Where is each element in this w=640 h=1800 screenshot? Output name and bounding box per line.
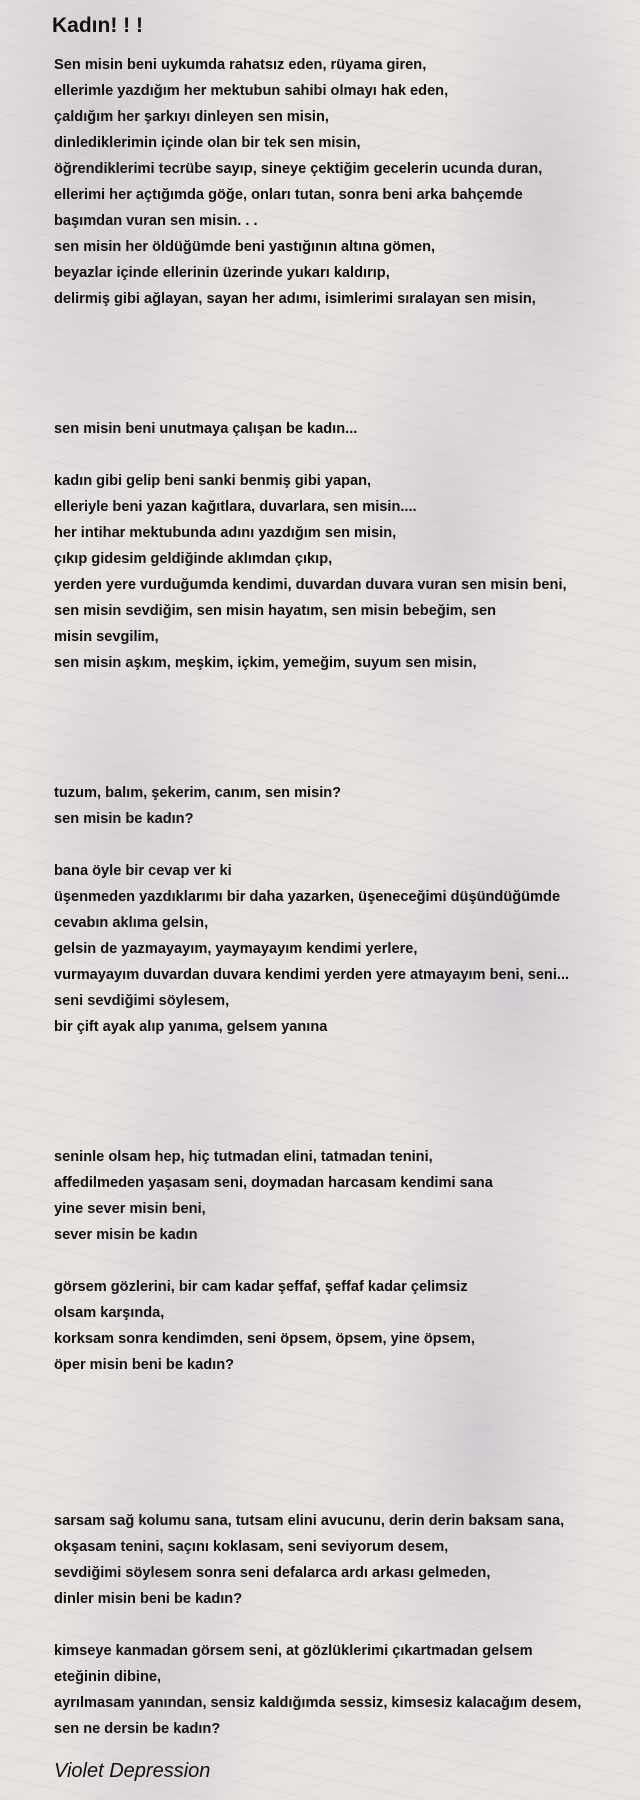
poem-line: öğrendiklerimi tecrübe sayıp, sineye çektiğim gecelerin ucunda duran,: [54, 161, 543, 177]
stanza-gap: [54, 754, 634, 780]
poem-line: tuzum, balım, şekerim, canım, sen misin?: [54, 785, 342, 801]
poem-line: sen misin her öldüğümde beni yastığının altına gömen,: [54, 239, 436, 255]
poem-line: sen misin aşkım, meşkim, içkim, yemeğim, suyum sen misin,: [54, 655, 477, 671]
poem-line: ellerimle yazdığım her mektubun sahibi olmayı hak eden,: [54, 83, 449, 99]
poem-line: sarsam sağ kolumu sana, tutsam elini avucunu, derin derin baksam sana,: [54, 1513, 565, 1529]
poem-line: okşasam tenini, saçını koklasam, seni seviyorum desem,: [54, 1539, 449, 1555]
poem-body: [54, 52, 634, 1742]
poem-line: misin sevgilim,: [54, 629, 159, 645]
stanza: [54, 1274, 634, 1378]
stanza: [54, 858, 634, 1040]
poem-line: olsam karşında,: [54, 1305, 165, 1321]
poem-line: beyazlar içinde ellerinin üzerinde yukarı kaldırıp,: [54, 265, 390, 281]
stanza: [54, 780, 634, 832]
poem-line: dinlediklerimin içinde olan bir tek sen misin,: [54, 135, 361, 151]
poem-line: vurmayayım duvardan duvara kendimi yerden yere atmayayım beni, seni...: [54, 967, 570, 983]
stanza: [54, 1638, 634, 1742]
stanza-gap: [54, 1456, 634, 1482]
stanza-gap: [54, 390, 634, 416]
stanza-gap: [54, 442, 634, 468]
stanza-gap: [54, 1378, 634, 1456]
poem-line: gelsin de yazmayayım, yaymayayım kendimi yerlere,: [54, 941, 418, 957]
poem-line: sevdiğimi söylesem sonra seni defalarca ardı arkası gelmeden,: [54, 1565, 491, 1581]
poem-line: çaldığım her şarkıyı dinleyen sen misin,: [54, 109, 329, 125]
stanza-gap: [54, 832, 634, 858]
poem-line: ayrılmasam yanından, sensiz kaldığımda sessiz, kimsesiz kalacağım desem,: [54, 1695, 582, 1711]
stanza-gap: [54, 1040, 634, 1118]
poem-line: sever misin be kadın: [54, 1227, 198, 1243]
poem-line: çıkıp gidesim geldiğinde aklımdan çıkıp,: [54, 551, 333, 567]
stanza-gap: [54, 676, 634, 754]
stanza: [54, 1144, 634, 1248]
stanza: [54, 1508, 634, 1612]
poem-line: öper misin beni be kadın?: [54, 1357, 235, 1373]
poem-line: delirmiş gibi ağlayan, sayan her adımı, isimlerimi sıralayan sen misin,: [54, 291, 536, 307]
stanza-gap: [54, 1248, 634, 1274]
poem-title: Kadın! ! !: [52, 14, 143, 37]
poem-line: sen misin beni unutmaya çalışan be kadın...: [54, 421, 358, 437]
poem-line: Sen misin beni uykumda rahatsız eden, rüyama giren,: [54, 57, 427, 73]
poem-line: cevabın aklıma gelsin,: [54, 915, 209, 931]
poem-line: görsem gözlerini, bir cam kadar şeffaf, şeffaf kadar çelimsiz: [54, 1279, 468, 1295]
stanza-gap: [54, 1612, 634, 1638]
poem-line: üşenmeden yazdıklarımı bir daha yazarken, üşeneceğimi düşündüğümde: [54, 889, 561, 905]
poem-line: başımdan vuran sen misin. . .: [54, 213, 258, 229]
poem-author[interactable]: Violet Depression: [54, 1760, 211, 1782]
poem-line: dinler misin beni be kadın?: [54, 1591, 243, 1607]
poem-line: her intihar mektubunda adını yazdığım sen misin,: [54, 525, 397, 541]
stanza-gap: [54, 1482, 634, 1508]
poem-line: kadın gibi gelip beni sanki benmiş gibi yapan,: [54, 473, 372, 489]
poem-line: sen misin be kadın?: [54, 811, 194, 827]
poem-line: affedilmeden yaşasam seni, doymadan harcasam kendimi sana: [54, 1175, 493, 1191]
poem-line: seni sevdiğimi söylesem,: [54, 993, 230, 1009]
stanza-gap: [54, 1118, 634, 1144]
poem-line: ellerimi her açtığımda göğe, onları tutan, sonra beni arka bahçemde: [54, 187, 523, 203]
stanza: [54, 416, 634, 442]
poem-line: korksam sonra kendimden, seni öpsem, öpsem, yine öpsem,: [54, 1331, 475, 1347]
stanza: [54, 52, 634, 312]
poem-line: kimseye kanmadan görsem seni, at gözlüklerimi çıkartmadan gelsem: [54, 1643, 533, 1659]
poem-line: eteğinin dibine,: [54, 1669, 162, 1685]
poem-line: yine sever misin beni,: [54, 1201, 206, 1217]
stanza: [54, 468, 634, 676]
poem-line: seninle olsam hep, hiç tutmadan elini, tatmadan tenini,: [54, 1149, 433, 1165]
poem-line: yerden yere vurduğumda kendimi, duvardan duvara vuran sen misin beni,: [54, 577, 567, 593]
poem-line: bir çift ayak alıp yanıma, gelsem yanına: [54, 1019, 328, 1035]
poem-line: bana öyle bir cevap ver ki: [54, 863, 232, 879]
poem-line: sen misin sevdiğim, sen misin hayatım, sen misin bebeğim, sen: [54, 603, 497, 619]
stanza-gap: [54, 312, 634, 390]
poem-line: elleriyle beni yazan kağıtlara, duvarlara, sen misin....: [54, 499, 417, 515]
poem-line: sen ne dersin be kadın?: [54, 1721, 221, 1737]
